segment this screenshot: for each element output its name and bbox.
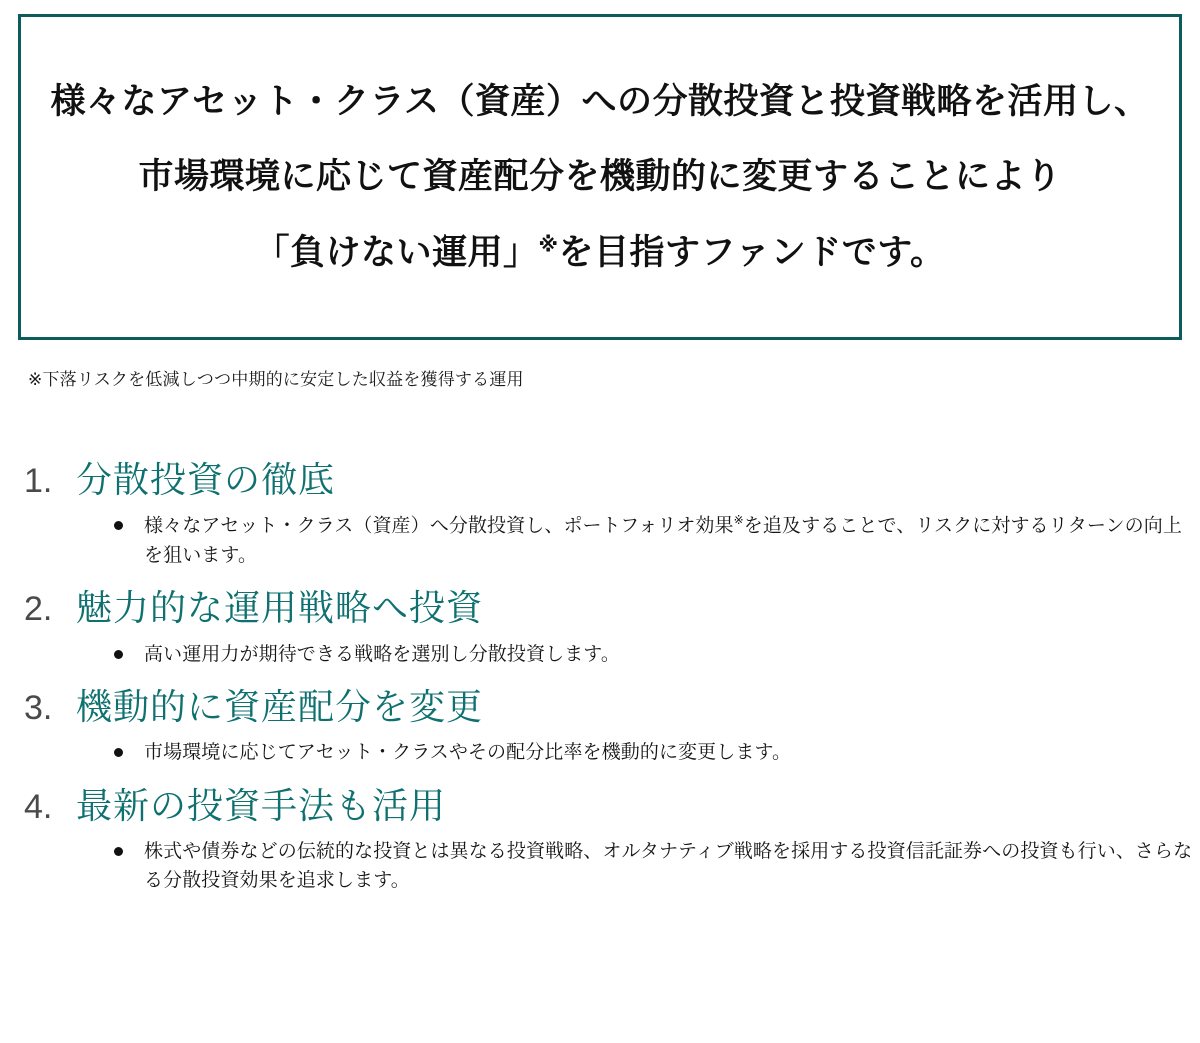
feature-point-2-number: 2. bbox=[24, 590, 53, 629]
feature-point-4-bullets bbox=[14, 837, 1200, 896]
feature-point-1-title: 分散投資の徹底 bbox=[76, 459, 336, 500]
bullet-text-pre: 株式や債券などの伝統的な投資とは異なる投資戦略、オルタナティブ戦略を採用する投資信託証券への投資も行い、さらなる分散投資効果を追求します。 bbox=[144, 840, 1193, 892]
headline-footnote-mark: ※ bbox=[538, 233, 559, 256]
feature-point-1-number: 1. bbox=[24, 462, 53, 500]
bullet-dot-icon bbox=[114, 521, 123, 530]
bullet-text-pre: 市場環境に応じてアセット・クラスやその配分比率を機動的に変更します。 bbox=[144, 742, 792, 764]
feature-points-list bbox=[0, 458, 1200, 900]
feature-point-3-bullets bbox=[14, 738, 1200, 767]
headline-line-1: 様々なアセット・クラス（資産）への分散投資と投資戦略を活用し、 bbox=[50, 82, 1150, 122]
feature-point-1 bbox=[0, 458, 1200, 570]
feature-point-4-title: 最新の投資手法も活用 bbox=[76, 784, 447, 826]
bullet-item bbox=[14, 738, 1199, 767]
headline-line-3 bbox=[255, 215, 946, 290]
bullet-item bbox=[14, 837, 1199, 896]
feature-point-3 bbox=[0, 685, 1200, 768]
bullet-dot-icon bbox=[114, 650, 123, 659]
bullet-text-pre: 高い運用力が期待できる戦略を選別し分散投資します。 bbox=[144, 643, 620, 665]
feature-point-3-title: 機動的に資産配分を変更 bbox=[76, 686, 484, 728]
bullet-text-pre: 様々なアセット・クラス（資産）へ分散投資し、ポートフォリオ効果 bbox=[144, 515, 734, 537]
bullet-item bbox=[14, 511, 1199, 570]
feature-point-2-title: 魅力的な運用戦略へ投資 bbox=[76, 587, 484, 629]
headline-line-3-post: を目指すファンドです。 bbox=[558, 232, 946, 272]
feature-point-2 bbox=[0, 586, 1200, 669]
feature-point-2-bullets bbox=[14, 640, 1200, 669]
headline-line-2: 市場環境に応じて資産配分を機動的に変更することにより bbox=[138, 157, 1062, 197]
headline-box bbox=[18, 14, 1182, 340]
feature-point-1-heading bbox=[14, 458, 1200, 501]
bullet-footnote-mark: ※ bbox=[733, 513, 744, 528]
bullet-dot-icon bbox=[114, 847, 123, 856]
feature-point-3-number: 3. bbox=[24, 689, 53, 728]
bullet-dot-icon bbox=[114, 748, 123, 757]
feature-point-4-number: 4. bbox=[24, 787, 53, 826]
feature-point-3-heading bbox=[14, 685, 1200, 728]
bullet-item bbox=[14, 640, 1199, 669]
feature-point-2-heading bbox=[14, 586, 1200, 629]
feature-point-1-bullets bbox=[14, 511, 1200, 570]
bullet-text-post: を追及することで、リスクに対するリターンの向上を狙います。 bbox=[144, 515, 1182, 566]
footnote-text: ※下落リスクを低減しつつ中期的に安定した収益を獲得する運用 bbox=[28, 370, 524, 389]
feature-point-4-heading bbox=[14, 784, 1200, 827]
feature-point-4 bbox=[0, 784, 1200, 896]
headline-line-3-pre: 「負けない運用」 bbox=[254, 232, 539, 272]
